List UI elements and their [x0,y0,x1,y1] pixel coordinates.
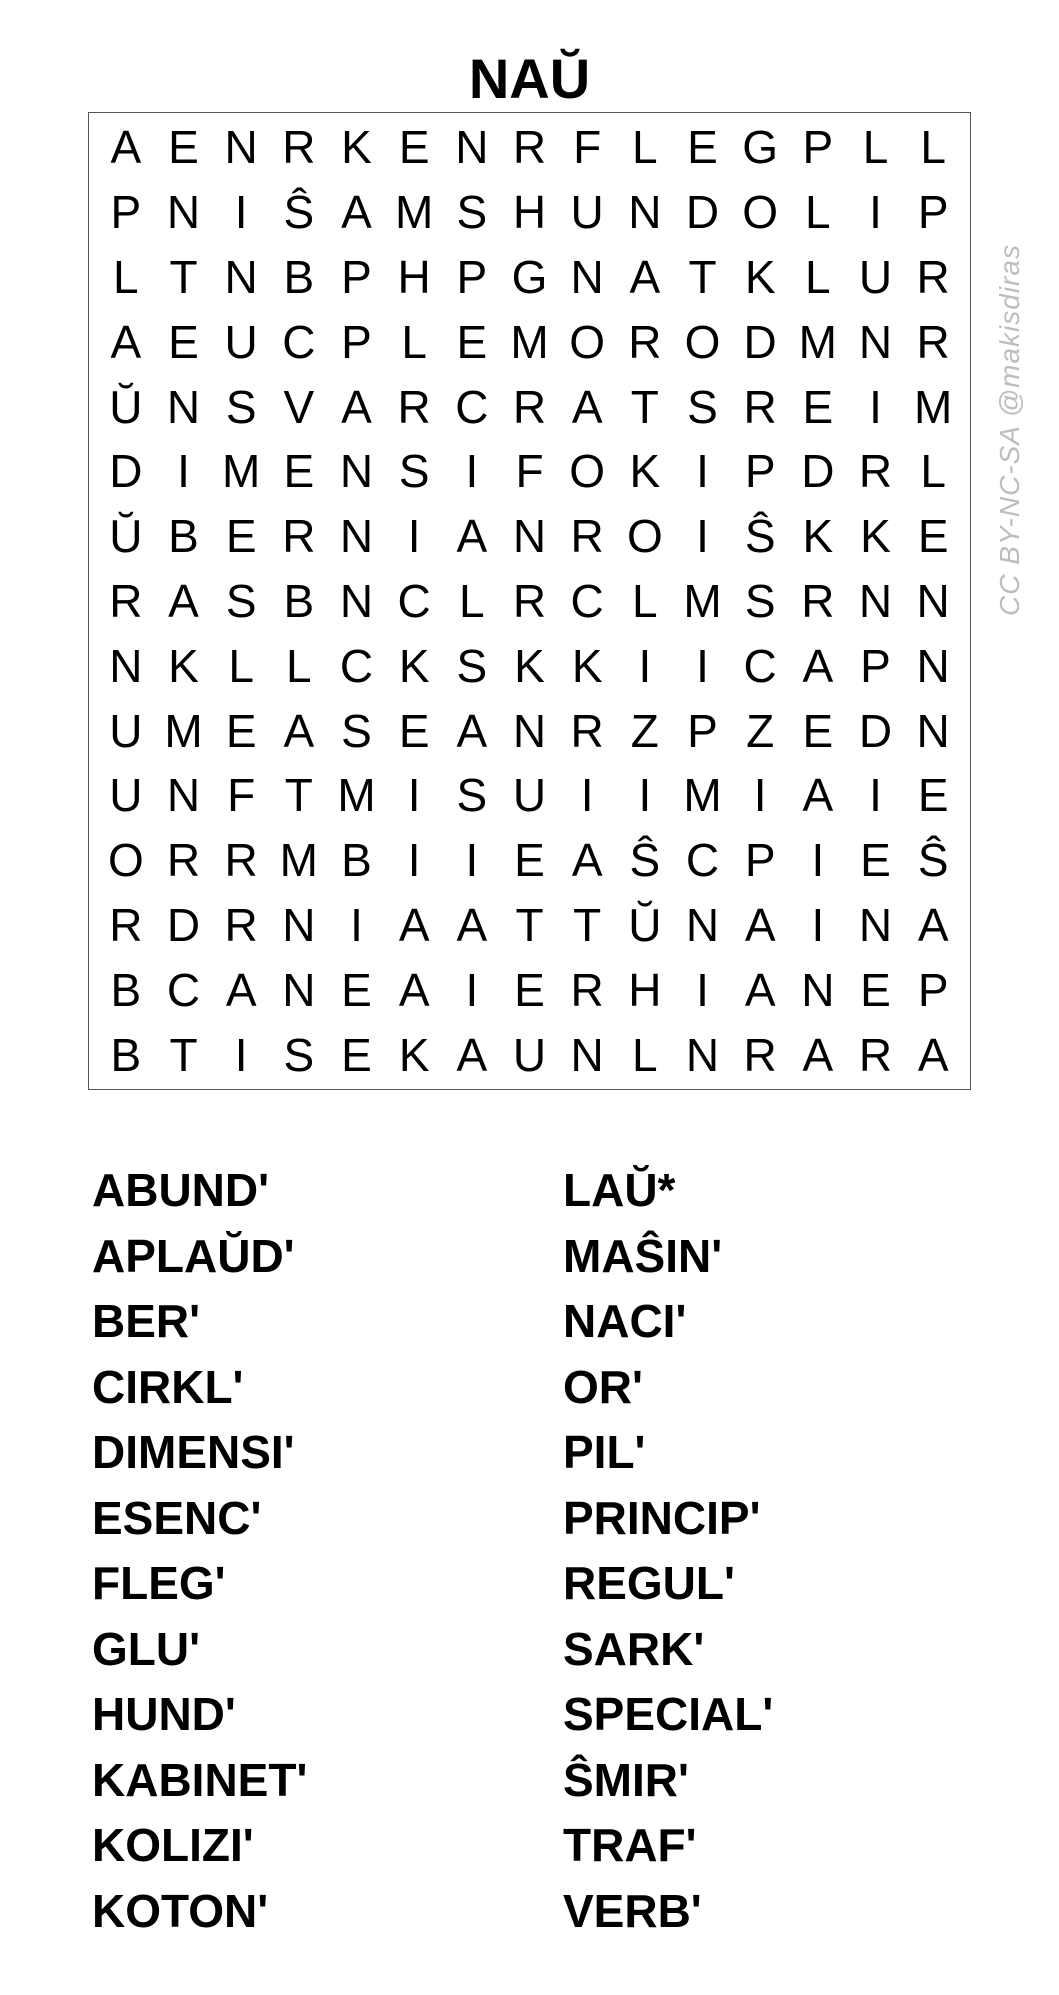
word-list-item: PIL' [563,1426,646,1478]
grid-cell[interactable]: A [917,1028,949,1081]
grid-cell[interactable]: M [279,834,318,887]
grid-cell[interactable]: A [225,963,257,1016]
grid-cell[interactable]: N [339,574,374,627]
grid-cell[interactable]: R [512,121,547,174]
grid-cell[interactable]: N [282,898,316,951]
word-list-item: VERB' [563,1884,702,1937]
grid-cell[interactable]: M [510,315,549,368]
grid-cell[interactable]: E [398,121,430,174]
grid-cell[interactable]: P [110,186,142,239]
grid-cell[interactable]: E [341,963,372,1016]
grid-cell[interactable]: P [744,834,776,887]
grid-cell[interactable]: N [166,186,201,239]
grid-cell[interactable]: I [811,834,825,887]
grid-cell[interactable]: S [341,704,372,757]
grid-cell[interactable]: A [398,898,430,951]
grid-cell[interactable]: N [224,121,258,174]
grid-cell[interactable]: H [512,186,547,239]
grid-cell[interactable]: R [858,445,893,498]
grid-cell[interactable]: R [743,1028,777,1081]
grid-cell[interactable]: E [168,315,199,368]
watermark-text: CC BY-NC-SA @makisdiras [994,244,1025,616]
grid-cell[interactable]: A [802,1028,834,1081]
grid-cell[interactable]: C [339,639,374,692]
word-list-item: ESENC' [92,1491,262,1544]
grid-cell[interactable]: O [742,186,779,239]
grid-cell[interactable]: A [917,898,949,951]
grid-cell[interactable]: P [744,445,776,498]
grid-cell[interactable]: E [687,121,718,174]
grid-cell[interactable]: A [398,963,430,1016]
grid-cell[interactable]: E [917,769,949,822]
grid-cell[interactable]: I [753,769,767,822]
grid-cell[interactable]: S [456,186,488,239]
word-list-item: HUND' [92,1688,236,1740]
grid-cell[interactable]: D [685,186,720,239]
grid-cell[interactable]: C [685,834,720,887]
word-list-item: KOTON' [92,1884,269,1937]
grid-cell[interactable]: E [341,1028,372,1081]
grid-cell[interactable]: H [397,250,431,303]
grid-cell[interactable]: Ŭ [628,898,662,951]
grid-cell[interactable]: D [743,315,777,368]
grid-cell[interactable]: C [455,380,489,433]
grid-cell[interactable]: I [580,769,594,822]
grid-cell[interactable]: I [234,186,248,239]
grid-cell[interactable]: L [286,639,312,692]
grid-cell[interactable]: L [805,186,831,239]
grid-cell[interactable]: M [683,769,722,822]
grid-cell[interactable]: E [802,704,834,757]
grid-cell[interactable]: N [512,510,547,563]
grid-cell[interactable]: M [683,574,722,627]
grid-cell[interactable]: L [228,639,254,692]
grid-cell[interactable]: R [858,1028,893,1081]
grid-cell[interactable]: Ŝ [744,510,776,563]
grid-cell[interactable]: N [512,704,547,757]
grid-cell[interactable]: R [570,510,604,563]
grid-cell[interactable]: N [166,769,201,822]
grid-cell[interactable]: R [282,121,316,174]
word-list-item: BER' [92,1295,201,1347]
word-list-item: GLU' [92,1622,201,1675]
grid-cell[interactable]: L [632,1028,658,1081]
grid-cell[interactable]: A [744,898,776,951]
grid-cell[interactable]: B [110,1028,142,1081]
grid-cell[interactable]: Ŝ [629,834,661,887]
grid-cell[interactable]: A [283,704,315,757]
grid-cell[interactable]: U [858,250,893,303]
word-list-item: OR' [563,1360,643,1413]
word-list-item: APLAŬD' [92,1229,295,1282]
word-list-item: REGUL' [563,1557,735,1609]
grid-cell[interactable]: I [407,834,421,887]
grid-cell[interactable]: Ŝ [283,186,315,239]
grid-cell[interactable]: R [224,898,258,951]
grid-cell[interactable]: I [465,445,479,498]
grid-cell[interactable]: T [169,250,198,303]
grid-cell[interactable]: E [225,510,257,563]
grid-cell[interactable]: R [512,380,547,433]
grid-cell[interactable]: A [456,510,488,563]
grid-cell[interactable]: L [862,121,889,174]
grid-cell[interactable]: I [696,445,709,498]
grid-cell[interactable]: K [398,639,430,692]
grid-cell[interactable]: N [801,963,835,1016]
grid-cell[interactable]: L [113,250,139,303]
grid-cell[interactable]: U [224,315,258,368]
grid-cell[interactable]: S [456,639,488,692]
word-list-item: ABUND' [92,1164,270,1216]
grid-cell[interactable]: O [107,834,144,887]
word-list-item: PRINCIP' [563,1491,761,1544]
grid-cell[interactable]: Z [630,704,659,757]
grid-cell[interactable]: H [628,963,662,1016]
grid-cell[interactable]: R [570,704,604,757]
grid-cell[interactable]: L [459,574,485,627]
grid-cell[interactable]: G [742,121,779,174]
grid-cell[interactable]: S [283,1028,315,1081]
grid-cell[interactable]: R [743,380,777,433]
grid-cell[interactable]: Ŭ [109,380,143,433]
grid-cell[interactable]: S [398,445,430,498]
grid-cell[interactable]: C [282,315,316,368]
grid-cell[interactable]: P [456,250,488,303]
grid-cell[interactable]: O [569,445,606,498]
grid-cell[interactable]: A [571,834,603,887]
grid-cell[interactable]: R [109,574,143,627]
grid-cell[interactable]: F [573,121,602,174]
grid-cell[interactable]: I [234,1028,248,1081]
grid-cell[interactable]: E [802,380,834,433]
grid-cell[interactable]: T [169,1028,198,1081]
grid-cell[interactable]: N [916,639,950,692]
grid-cell[interactable]: I [869,769,882,822]
grid-cell[interactable]: I [407,769,421,822]
grid-cell[interactable]: T [688,250,717,303]
grid-cell[interactable]: E [860,963,891,1016]
grid-cell[interactable]: G [511,250,548,303]
grid-cell[interactable]: N [858,315,893,368]
grid-cell[interactable]: T [284,769,313,822]
grid-cell[interactable]: A [168,574,199,627]
word-list-item: NACI' [563,1295,687,1347]
grid-cell[interactable]: A [110,315,142,368]
grid-cell[interactable]: O [684,315,721,368]
grid-cell[interactable]: N [339,510,374,563]
grid-cell[interactable]: A [456,1028,488,1081]
grid-cell[interactable]: S [225,574,257,627]
grid-cell[interactable]: L [632,121,658,174]
grid-cell[interactable]: N [858,898,893,951]
grid-cell[interactable]: M [164,704,203,757]
grid-cell[interactable]: E [168,121,199,174]
grid-cell[interactable]: B [341,834,372,887]
grid-cell[interactable]: K [514,639,545,692]
grid-cell[interactable]: E [860,834,891,887]
grid-cell[interactable]: N [858,574,893,627]
grid-cell[interactable]: L [920,121,946,174]
puzzle-title: NAŬ [468,47,591,110]
grid-cell[interactable]: L [632,574,658,627]
grid-cell[interactable]: N [224,250,258,303]
grid-cell[interactable]: A [629,250,661,303]
grid-cell[interactable]: N [455,121,489,174]
grid-cell[interactable]: C [743,639,777,692]
grid-cell[interactable]: I [638,639,652,692]
grid-cell[interactable]: M [337,769,376,822]
grid-cell[interactable]: N [628,186,662,239]
grid-cell[interactable]: S [744,574,776,627]
grid-cell[interactable]: B [110,963,142,1016]
grid-cell[interactable]: E [514,834,545,887]
word-list-left [92,1158,307,1944]
grid-cell[interactable]: A [571,380,603,433]
grid-cell[interactable]: O [626,510,663,563]
grid-cell[interactable]: U [109,704,143,757]
grid-cell[interactable]: C [570,574,604,627]
grid-cell[interactable]: K [571,639,603,692]
grid-cell[interactable]: S [456,769,488,822]
grid-cell[interactable]: K [168,639,199,692]
grid-cell[interactable]: I [350,898,363,951]
grid-cell[interactable]: E [283,445,315,498]
grid-cell[interactable]: A [341,186,372,239]
grid-cell[interactable]: I [696,963,709,1016]
grid-cell[interactable]: I [407,510,421,563]
grid-cell[interactable]: E [398,704,430,757]
grid-cell[interactable]: M [798,315,837,368]
grid-cell[interactable]: F [227,769,256,822]
grid-cell[interactable]: T [515,898,544,951]
grid-cell[interactable]: P [917,963,949,1016]
grid-cell[interactable]: B [168,510,199,563]
grid-cell[interactable]: R [109,898,143,951]
grid-cell[interactable]: R [282,510,316,563]
word-list-item: KABINET' [92,1753,308,1806]
grid-cell[interactable]: Z [746,704,775,757]
word-list-item: FLEG' [92,1557,226,1609]
grid-cell[interactable]: L [401,315,427,368]
grid-cell[interactable]: T [573,898,602,951]
grid-cell[interactable]: C [166,963,201,1016]
grid-cell[interactable]: R [801,574,835,627]
grid-cell[interactable]: R [628,315,662,368]
word-list-item: SPECIAL' [563,1688,774,1740]
word-list-item: TRAF' [563,1819,697,1871]
grid-cell[interactable]: U [512,1028,547,1081]
grid-cell[interactable]: Ŝ [917,834,949,887]
grid-cell[interactable]: N [916,704,950,757]
grid-cell[interactable]: I [696,510,709,563]
grid-cell[interactable]: P [341,315,372,368]
grid-cell[interactable]: P [860,639,891,692]
grid-cell[interactable]: K [860,510,891,563]
grid-cell[interactable]: L [920,445,946,498]
grid-cell[interactable]: K [341,121,372,174]
grid-cell[interactable]: I [869,380,882,433]
word-list-item: MAŜIN' [563,1229,723,1282]
grid-cell[interactable]: B [283,574,315,627]
grid-cell[interactable]: N [166,380,201,433]
grid-cell[interactable]: R [916,315,950,368]
word-list-right [563,1158,773,1944]
grid-cell[interactable]: U [512,769,547,822]
grid-cell[interactable]: D [801,445,835,498]
grid-cell[interactable]: M [222,445,261,498]
grid-cell[interactable]: M [914,380,953,433]
grid-cell[interactable]: E [917,510,949,563]
grid-cell[interactable]: V [283,380,315,433]
grid-cell[interactable]: A [802,639,834,692]
word-list-item: ŜMIR' [563,1753,689,1806]
grid-cell[interactable]: F [515,445,544,498]
grid-cell[interactable]: P [917,186,949,239]
grid-cell[interactable]: P [687,704,718,757]
grid-cell[interactable]: A [110,121,142,174]
grid-cell[interactable]: I [696,639,709,692]
grid-cell[interactable]: N [109,639,143,692]
grid-cell[interactable]: I [465,834,479,887]
grid-cell[interactable]: D [858,704,893,757]
grid-cell[interactable]: D [166,898,201,951]
grid-cell[interactable]: M [395,186,434,239]
grid-cell[interactable]: A [802,769,834,822]
grid-cell[interactable]: K [629,445,661,498]
grid-cell[interactable]: E [456,315,488,368]
letter-grid [88,112,971,1090]
grid-cell[interactable]: S [687,380,718,433]
grid-cell[interactable]: C [397,574,431,627]
grid-cell[interactable]: E [514,963,545,1016]
grid-cell[interactable]: S [225,380,257,433]
grid-cell[interactable]: N [685,1028,720,1081]
grid-cell[interactable]: I [465,963,479,1016]
word-list-item: KOLIZI' [92,1819,254,1871]
grid-cell[interactable]: N [570,1028,604,1081]
grid-cell[interactable]: U [570,186,604,239]
grid-cell[interactable]: I [638,769,652,822]
grid-cell[interactable]: I [811,898,825,951]
grid-cell[interactable]: A [341,380,372,433]
grid-cell[interactable]: P [802,121,834,174]
grid-cell[interactable]: N [916,574,950,627]
grid-cell[interactable]: K [744,250,776,303]
grid-cell[interactable]: N [282,963,316,1016]
grid-cell[interactable]: P [341,250,372,303]
grid-cell[interactable]: U [109,769,143,822]
grid-cell[interactable]: N [685,898,720,951]
grid-cell[interactable]: T [630,380,659,433]
word-list-item: DIMENSI' [92,1426,295,1478]
grid-cell[interactable]: R [570,963,604,1016]
grid-cell[interactable]: I [869,186,882,239]
grid-cell[interactable]: I [177,445,190,498]
grid-cell[interactable]: R [224,834,258,887]
grid-cell[interactable]: R [397,380,431,433]
grid-cell[interactable]: R [916,250,950,303]
grid-cell[interactable]: O [569,315,606,368]
grid-cell[interactable]: N [339,445,374,498]
grid-cell[interactable]: A [456,704,488,757]
grid-cell[interactable]: E [225,704,257,757]
grid-cell[interactable]: Ŭ [109,510,143,563]
grid-cell[interactable]: D [109,445,143,498]
grid-cell[interactable]: A [456,898,488,951]
grid-cell[interactable]: L [805,250,831,303]
grid-cell[interactable]: N [570,250,604,303]
grid-cell[interactable]: R [512,574,547,627]
grid-cell[interactable]: K [398,1028,430,1081]
word-list-item: SARK' [563,1622,705,1675]
word-list-item: CIRKL' [92,1360,244,1413]
grid-cell[interactable]: K [802,510,834,563]
word-list-item: LAŬ* [563,1164,676,1216]
grid-cell[interactable]: B [283,250,315,303]
grid-cell[interactable]: A [744,963,776,1016]
grid-cell[interactable]: R [166,834,201,887]
